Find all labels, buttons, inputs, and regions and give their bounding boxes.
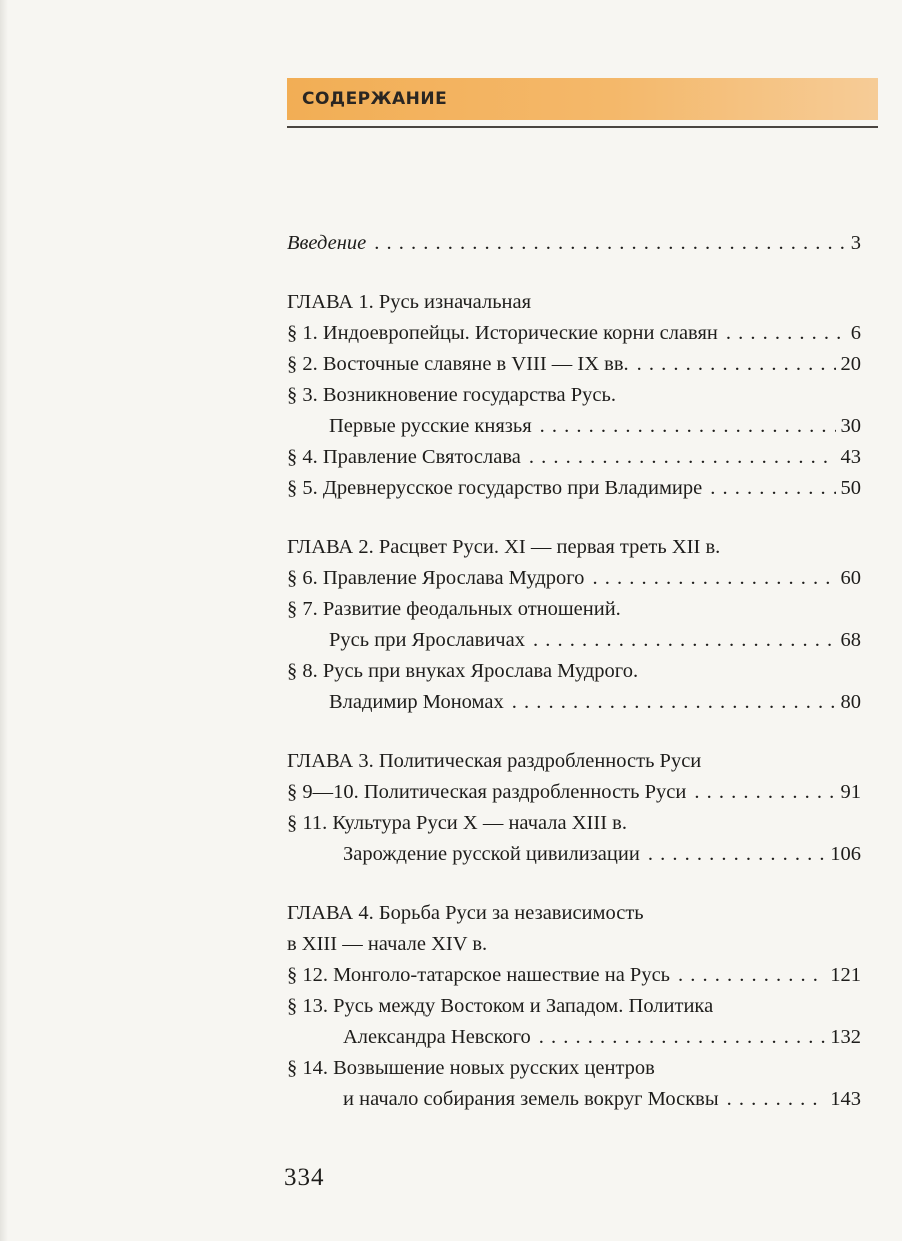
header-rule (287, 126, 878, 128)
toc-page-number: 30 (840, 415, 861, 437)
toc-entry-title: Введение (287, 232, 367, 254)
toc-page-number: 3 (850, 232, 861, 254)
toc-entry[interactable] (287, 473, 861, 504)
toc-entry[interactable] (287, 1053, 861, 1115)
toc-entry-title: § 13. Русь между Востоком и Западом. Политика (287, 995, 714, 1017)
toc-page-number: 121 (830, 964, 861, 986)
toc-entry-subtitle: Первые русские князья (329, 415, 532, 437)
toc-entry[interactable] (287, 808, 861, 870)
chapter-heading[interactable]: ГЛАВА 1. Русь изначальная (287, 291, 532, 313)
contents-header-bar (287, 78, 878, 120)
toc-entry[interactable] (287, 380, 861, 442)
toc-entry-title: § 1. Индоевропейцы. Исторические корни славян (287, 322, 718, 344)
dot-leader (648, 839, 825, 870)
toc-page-number: 68 (840, 629, 861, 651)
toc-page-number: 106 (830, 843, 861, 865)
chapter-heading-line2[interactable]: в XIII — начале XIV в. (287, 933, 488, 955)
dot-leader (710, 473, 835, 504)
toc-page-number: 50 (840, 477, 861, 499)
toc-entry-subtitle: и начало собирания земель вокруг Москвы (343, 1088, 719, 1110)
toc-entry-subtitle: Александра Невского (343, 1026, 531, 1048)
toc-entry[interactable] (287, 656, 861, 718)
toc-entry-title: § 8. Русь при внуках Ярослава Мудрого. (287, 660, 639, 682)
toc-entry[interactable] (287, 563, 861, 594)
chapter-heading[interactable]: ГЛАВА 3. Политическая раздробленность Руси (287, 750, 702, 772)
spacer (287, 259, 861, 287)
dot-leader (592, 563, 835, 594)
toc-entry-subtitle: Зарождение русской цивилизации (343, 843, 640, 865)
toc-entry-title: § 9—10. Политическая раздробленность Руси (287, 781, 687, 803)
dot-leader (512, 687, 836, 718)
dot-leader (694, 777, 835, 808)
toc-page-number: 143 (830, 1088, 861, 1110)
toc-entry[interactable] (287, 594, 861, 656)
spacer (287, 504, 861, 532)
chapter-heading[interactable]: ГЛАВА 2. Расцвет Руси. XI — первая треть XII в. (287, 536, 721, 558)
toc-page-number: 132 (830, 1026, 861, 1048)
toc-entry[interactable] (287, 960, 861, 991)
toc-entry-title: § 5. Древнерусское государство при Владимире (287, 477, 703, 499)
dot-leader (539, 1022, 825, 1053)
page-title: СОДЕРЖАНИЕ (302, 89, 448, 109)
chapter-heading[interactable]: ГЛАВА 4. Борьба Руси за независимость (287, 902, 644, 924)
toc-entry-title: § 2. Восточные славяне в VIII — IX вв. (287, 353, 629, 375)
dot-leader (678, 960, 825, 991)
dot-leader (540, 411, 836, 442)
toc-entry[interactable] (287, 442, 861, 473)
toc-page-number: 20 (840, 353, 861, 375)
toc-entry-subtitle: Русь при Ярославичах (329, 629, 525, 651)
page-number: 334 (284, 1164, 325, 1191)
toc-page-number: 6 (850, 322, 861, 344)
toc-entry-title: § 11. Культура Руси X — начала XIII в. (287, 812, 627, 834)
dot-leader (727, 1084, 826, 1115)
toc-entry-subtitle: Владимир Мономах (329, 691, 504, 713)
toc-entry[interactable] (287, 349, 861, 380)
dot-leader (533, 625, 836, 656)
spacer (287, 870, 861, 898)
toc-entry-title: § 4. Правление Святослава (287, 446, 521, 468)
toc-entry-title: § 3. Возникновение государства Русь. (287, 384, 616, 406)
dot-leader (637, 349, 836, 380)
toc-entry-title: § 6. Правление Ярослава Мудрого (287, 567, 585, 589)
dot-leader (529, 442, 836, 473)
toc-entry-title: § 14. Возвышение новых русских центров (287, 1057, 655, 1079)
toc-page-number: 80 (840, 691, 861, 713)
dot-leader (726, 318, 846, 349)
table-of-contents (287, 228, 861, 1115)
toc-entry-title: § 7. Развитие феодальных отношений. (287, 598, 621, 620)
toc-page-number: 43 (840, 446, 861, 468)
toc-entry[interactable] (287, 777, 861, 808)
toc-page-number: 60 (840, 567, 861, 589)
toc-entry[interactable] (287, 991, 861, 1053)
toc-page-number: 91 (840, 781, 861, 803)
spacer (287, 718, 861, 746)
toc-entry-intro[interactable] (287, 228, 861, 259)
toc-entry-title: § 12. Монголо-татарское нашествие на Русь (287, 964, 671, 986)
dot-leader (374, 228, 846, 259)
toc-entry[interactable] (287, 318, 861, 349)
page-edge (0, 0, 8, 1241)
